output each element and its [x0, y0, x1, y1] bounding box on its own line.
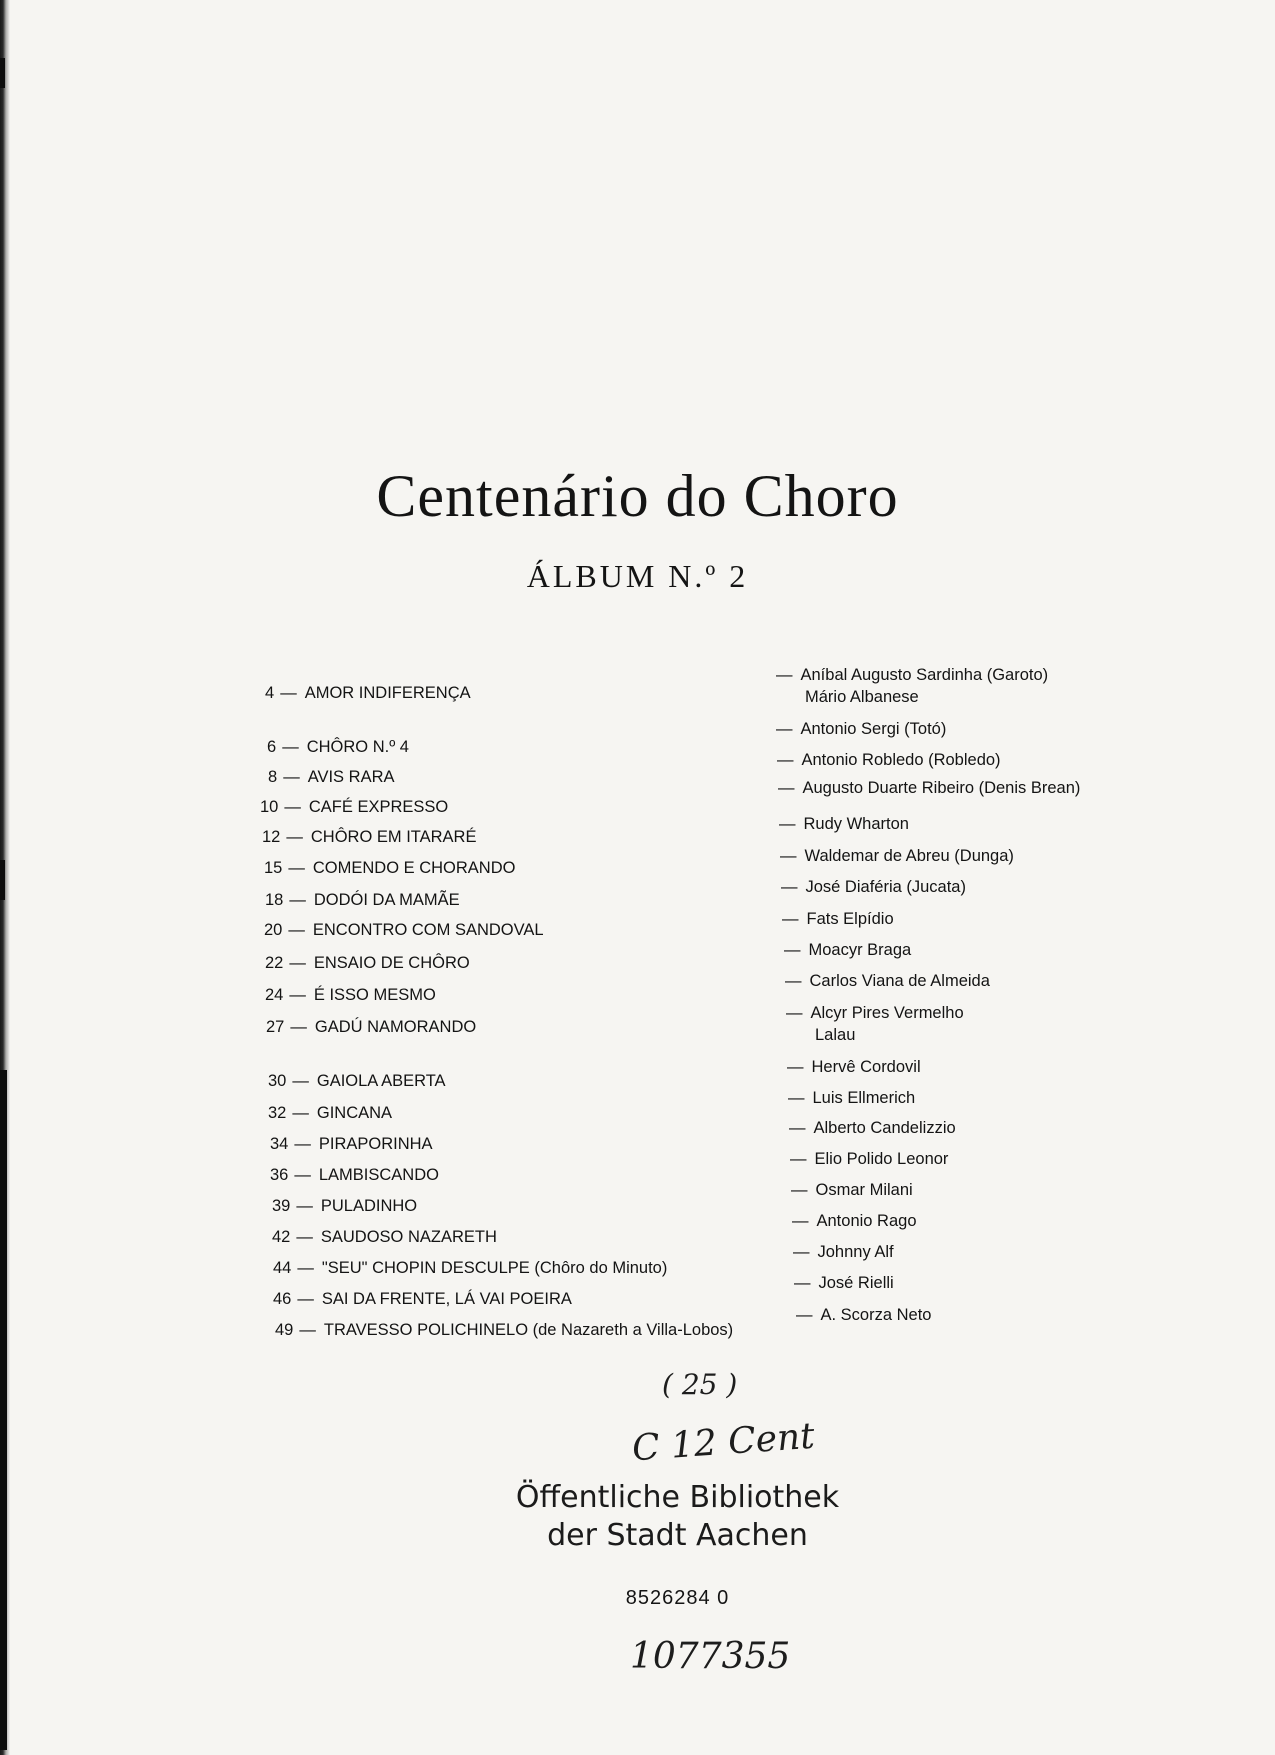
- toc-entry: [265, 985, 436, 1005]
- song-title: É ISSO MESMO: [313, 986, 436, 1004]
- page-number: 18: [265, 891, 284, 909]
- separator-dash: —: [784, 941, 801, 959]
- separator-dash: —: [793, 1243, 810, 1261]
- composer-entry: [785, 971, 990, 991]
- song-title: TRAVESSO POLICHINELO (de Nazareth a Villa-Lobos): [323, 1321, 734, 1339]
- composer-name: Elio Polido Leonor: [814, 1150, 949, 1168]
- page-number: 12: [262, 828, 281, 846]
- page-number: 42: [272, 1228, 291, 1246]
- separator-dash: —: [283, 768, 300, 786]
- separator-dash: —: [788, 1089, 805, 1107]
- toc-entry: [264, 920, 544, 940]
- song-title: PIRAPORINHA: [318, 1135, 433, 1153]
- separator-dash: —: [296, 1197, 313, 1215]
- separator-dash: —: [787, 1058, 804, 1076]
- handwritten-shelf-mark: C 12 Cent: [630, 1415, 816, 1470]
- composer-entry: [777, 750, 1001, 770]
- separator-dash: —: [284, 798, 301, 816]
- toc-entry: [268, 767, 395, 787]
- separator-dash: —: [292, 1104, 309, 1122]
- separator-dash: —: [776, 666, 793, 684]
- toc-entry: [275, 1320, 733, 1340]
- separator-dash: —: [791, 1181, 808, 1199]
- composer-entry: [789, 1118, 956, 1138]
- composer-entry: [781, 877, 966, 897]
- document-title: Centenário do Choro: [376, 463, 899, 529]
- separator-dash: —: [780, 847, 797, 865]
- composer-name: Augusto Duarte Ribeiro (Denis Brean): [802, 779, 1081, 797]
- composer-entry: [778, 778, 1080, 798]
- separator-dash: —: [790, 1150, 807, 1168]
- handwritten-note-number: ( 25 ): [662, 1368, 738, 1401]
- song-title: GINCANA: [316, 1104, 393, 1122]
- song-title: AVIS RARA: [307, 768, 395, 786]
- toc-entry: [265, 683, 471, 703]
- composer-entry: [788, 1088, 915, 1108]
- separator-dash: —: [792, 1212, 809, 1230]
- binding-mark: [0, 860, 5, 900]
- handwritten-inventory-number: 1077355: [630, 1636, 791, 1677]
- page-number: 49: [275, 1321, 294, 1339]
- separator-dash: —: [290, 1018, 307, 1036]
- composer-name: A. Scorza Neto: [820, 1306, 932, 1324]
- composer-entry: [796, 1305, 931, 1325]
- separator-dash: —: [779, 815, 796, 833]
- binding-mark: [0, 58, 5, 88]
- separator-dash: —: [299, 1321, 316, 1339]
- separator-dash: —: [297, 1259, 314, 1277]
- page-number: 44: [273, 1259, 292, 1277]
- separator-dash: —: [294, 1135, 311, 1153]
- composer-entry: [791, 1180, 913, 1200]
- toc-entry: [264, 858, 515, 878]
- toc-entry: [267, 737, 409, 757]
- page-number: 6: [267, 738, 277, 756]
- song-title: AMOR INDIFERENÇA: [304, 684, 471, 702]
- song-title: PULADINHO: [320, 1197, 418, 1215]
- composer-name: Aníbal Augusto Sardinha (Garoto): [800, 666, 1049, 684]
- song-title: COMENDO E CHORANDO: [312, 859, 516, 877]
- separator-dash: —: [289, 891, 306, 909]
- song-title: CHÔRO N.º 4: [306, 738, 409, 756]
- song-title: SAI DA FRENTE, LÁ VAI POEIRA: [321, 1290, 572, 1308]
- composer-name: Luis Ellmerich: [812, 1089, 916, 1107]
- toc-entry: [265, 890, 460, 910]
- page-number: 27: [266, 1018, 285, 1036]
- composer-name: Antonio Robledo (Robledo): [801, 751, 1001, 769]
- song-title: LAMBISCANDO: [318, 1166, 439, 1184]
- composer-entry: [787, 1057, 921, 1077]
- composer-name: Antonio Sergi (Totó): [800, 720, 947, 738]
- toc-entry: [260, 797, 448, 817]
- page-number: 32: [268, 1104, 287, 1122]
- page-number: 4: [265, 684, 275, 702]
- page-number: 39: [272, 1197, 291, 1215]
- composer-entry: [793, 1242, 894, 1262]
- song-title: "SEU" CHOPIN DESCULPE (Chôro do Minuto): [321, 1259, 668, 1277]
- song-title: ENSAIO DE CHÔRO: [313, 954, 470, 972]
- separator-dash: —: [292, 1072, 309, 1090]
- separator-dash: —: [776, 720, 793, 738]
- toc-entry: [272, 1227, 497, 1247]
- composer-entry: [780, 846, 1014, 866]
- toc-entry: [266, 1017, 476, 1037]
- composer-name: Moacyr Braga: [808, 941, 912, 959]
- separator-dash: —: [286, 828, 303, 846]
- call-number: 8526284 0: [625, 1587, 730, 1609]
- composer-entry: [776, 665, 1048, 709]
- composer-entry: [786, 1003, 964, 1047]
- page-number: 8: [268, 768, 278, 786]
- separator-dash: —: [280, 684, 297, 702]
- composer-name: Fats Elpídio: [806, 910, 894, 928]
- composer-entry: [784, 940, 911, 960]
- song-title: SAUDOSO NAZARETH: [320, 1228, 497, 1246]
- page-number: 15: [264, 859, 283, 877]
- composer-entry: [794, 1273, 894, 1293]
- separator-dash: —: [289, 954, 306, 972]
- composer-name: Rudy Wharton: [803, 815, 909, 833]
- separator-dash: —: [289, 986, 306, 1004]
- library-stamp-line1: Öffentliche Bibliothek: [515, 1480, 840, 1515]
- separator-dash: —: [785, 972, 802, 990]
- song-title: ENCONTRO COM SANDOVAL: [312, 921, 544, 939]
- toc-entry: [265, 953, 470, 973]
- composer-entry: [790, 1149, 948, 1169]
- page-number: 46: [273, 1290, 292, 1308]
- separator-dash: —: [786, 1004, 803, 1022]
- composer-name: Alberto Candelizzio: [813, 1119, 956, 1137]
- composer-name: Johnny Alf: [817, 1243, 894, 1261]
- library-stamp-line2: der Stadt Aachen: [547, 1518, 808, 1553]
- page-number: 22: [265, 954, 284, 972]
- composer-name: Osmar Milani: [815, 1181, 913, 1199]
- separator-dash: —: [297, 1290, 314, 1308]
- separator-dash: —: [288, 859, 305, 877]
- song-title: DODÓI DA MAMÃE: [313, 891, 460, 909]
- separator-dash: —: [796, 1306, 813, 1324]
- toc-entry: [272, 1196, 417, 1216]
- binding-mark: [0, 1070, 7, 1750]
- separator-dash: —: [789, 1119, 806, 1137]
- composer-name: José Diaféria (Jucata): [805, 878, 966, 896]
- composer-name: Carlos Viana de Almeida: [809, 972, 990, 990]
- composer-name: Hervê Cordovil: [811, 1058, 921, 1076]
- composer-name: José Rielli: [818, 1274, 894, 1292]
- song-title: CAFÉ EXPRESSO: [308, 798, 449, 816]
- page-number: 36: [270, 1166, 289, 1184]
- page-number: 24: [265, 986, 284, 1004]
- toc-entry: [268, 1071, 446, 1091]
- separator-dash: —: [778, 779, 795, 797]
- toc-entry: [273, 1258, 667, 1278]
- toc-entry: [270, 1165, 439, 1185]
- separator-dash: —: [782, 910, 799, 928]
- composer-entry: [782, 909, 894, 929]
- composer-name: Waldemar de Abreu (Dunga): [804, 847, 1014, 865]
- composer-name: Alcyr Pires Vermelho: [810, 1004, 964, 1022]
- separator-dash: —: [282, 738, 299, 756]
- page-number: 10: [260, 798, 279, 816]
- separator-dash: —: [288, 921, 305, 939]
- composer-name: Antonio Rago: [816, 1212, 917, 1230]
- separator-dash: —: [794, 1274, 811, 1292]
- separator-dash: —: [294, 1166, 311, 1184]
- composer-entry: [792, 1211, 917, 1231]
- page-number: 20: [264, 921, 283, 939]
- toc-entry: [273, 1289, 572, 1309]
- page-number: 30: [268, 1072, 287, 1090]
- composer-name-second: Mário Albanese: [805, 688, 919, 706]
- song-title: GADÚ NAMORANDO: [314, 1018, 477, 1036]
- composer-entry: [776, 719, 946, 739]
- toc-entry: [270, 1134, 433, 1154]
- separator-dash: —: [781, 878, 798, 896]
- separator-dash: —: [296, 1228, 313, 1246]
- album-number: ÁLBUM N.º 2: [526, 558, 749, 594]
- toc-entry: [262, 827, 476, 847]
- song-title: CHÔRO EM ITARARÉ: [310, 828, 477, 846]
- composer-entry: [779, 814, 909, 834]
- separator-dash: —: [777, 751, 794, 769]
- composer-name-second: Lalau: [815, 1026, 856, 1044]
- page-number: 34: [270, 1135, 289, 1153]
- song-title: GAIOLA ABERTA: [316, 1072, 446, 1090]
- toc-entry: [268, 1103, 392, 1123]
